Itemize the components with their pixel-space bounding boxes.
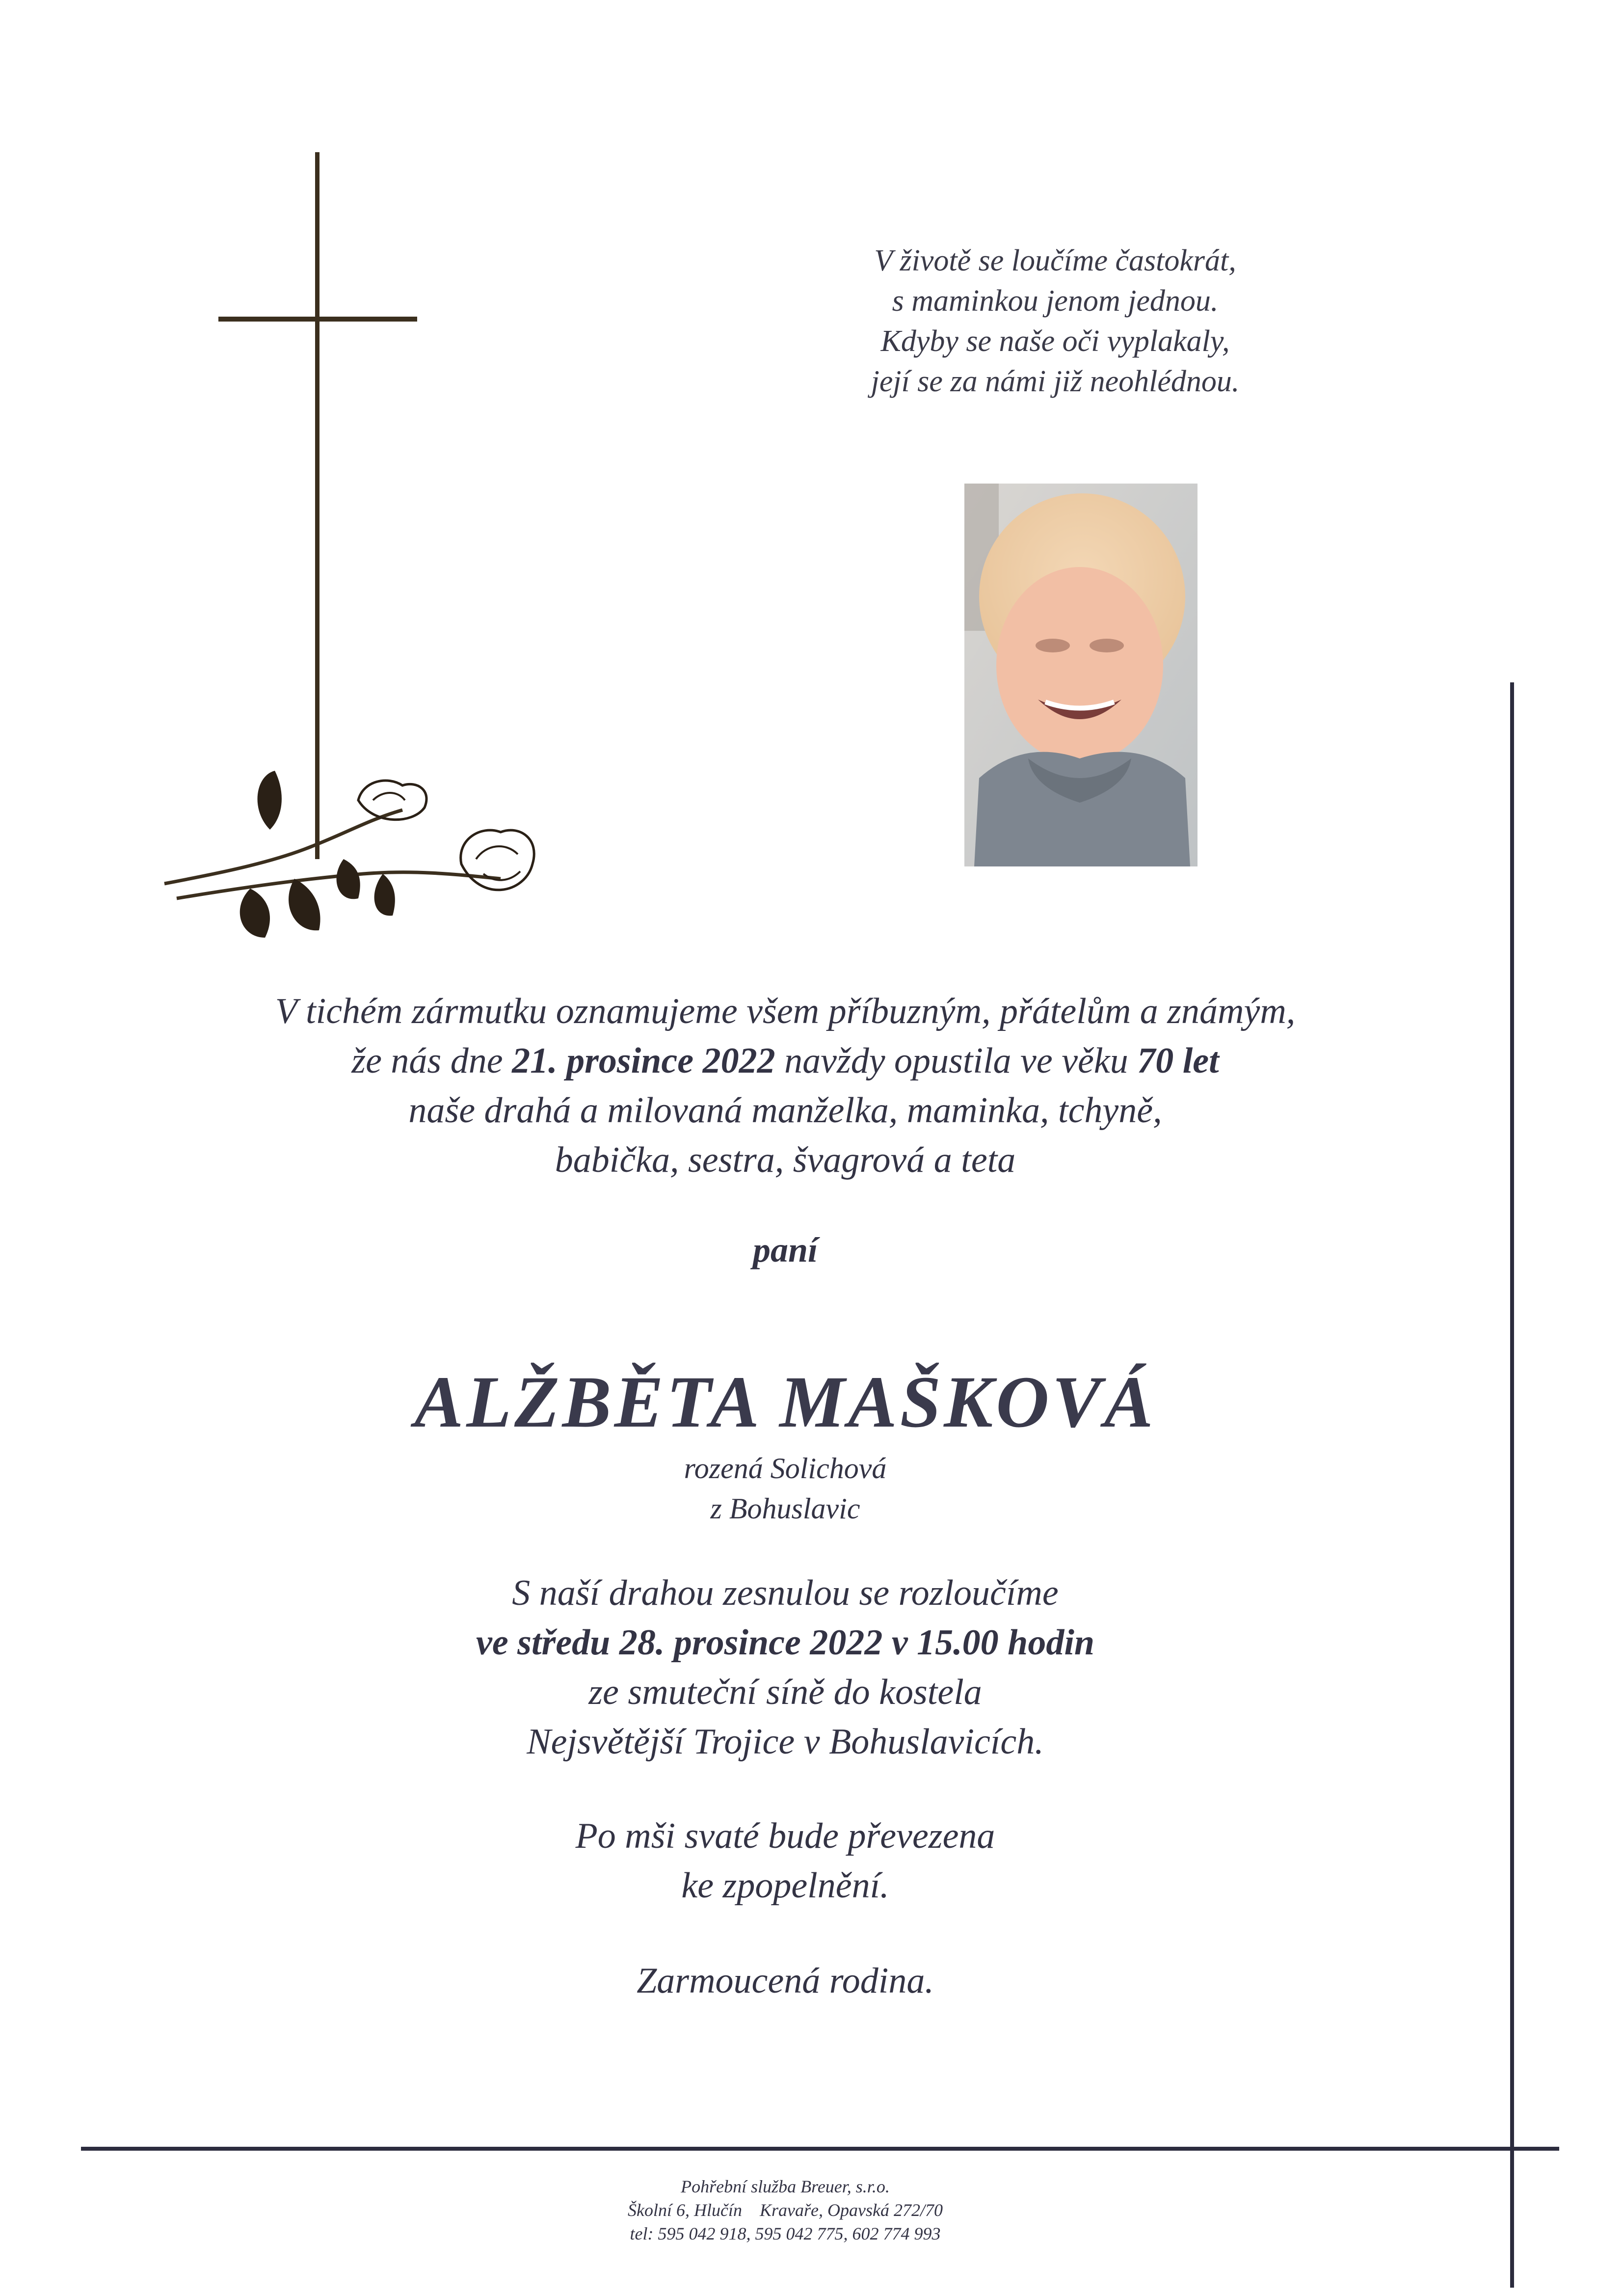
signature-text: Zarmoucená rodina. <box>637 1961 934 2001</box>
after-line: Po mši svaté bude převezena <box>575 1816 995 1856</box>
funeral-info <box>147 1568 1423 1767</box>
footer <box>442 2175 1129 2245</box>
footer-address: Školní 6, Hlučín Kravaře, Opavská 272/70 <box>628 2200 943 2220</box>
footer-company: Pohřební služba Breuer, s.r.o. <box>681 2177 890 2196</box>
signature <box>147 1956 1423 2006</box>
announcement-line: babička, sestra, švagrová a teta <box>555 1140 1016 1180</box>
announcement-text: že nás dne <box>351 1041 512 1081</box>
origin: z Bohuslavic <box>710 1492 860 1525</box>
announcement-text: navždy opustila ve věku <box>775 1041 1138 1081</box>
announcement-line: V tichém zármutku oznamujeme všem příbuzným, přátelům a známým, <box>275 991 1296 1031</box>
announcement-line <box>147 1036 1423 1086</box>
after-line: ke zpopelnění. <box>681 1865 889 1906</box>
after-mass <box>147 1811 1423 1911</box>
poem-line: V životě se loučíme častokrát, <box>874 244 1236 277</box>
maiden-name: rozená Solichová <box>684 1452 887 1485</box>
footer-phones: tel: 595 042 918, 595 042 775, 602 774 993 <box>630 2224 941 2243</box>
deceased-details <box>147 1448 1423 1529</box>
horizontal-rule <box>81 2147 1559 2151</box>
deceased-name: ALŽBĚTA MAŠKOVÁ <box>414 1361 1156 1443</box>
funeral-line: S naší drahou zesnulou se rozloučíme <box>512 1573 1059 1613</box>
vertical-rule <box>1510 682 1514 2288</box>
portrait-photo <box>964 484 1197 866</box>
funeral-line: Nejsvětější Trojice v Bohuslavicích. <box>527 1722 1044 1762</box>
poem-line: Kdyby se naše oči vyplakaly, <box>880 324 1230 358</box>
poem-line: její se za námi již neohlédnou. <box>871 365 1240 398</box>
funeral-datetime: ve středu 28. prosince 2022 v 15.00 hodin <box>476 1622 1095 1663</box>
announcement-line: naše drahá a milovaná manželka, maminka, tchyně, <box>408 1090 1162 1131</box>
age: 70 let <box>1137 1041 1219 1081</box>
honorific: paní <box>752 1230 818 1270</box>
poem <box>736 241 1374 402</box>
poem-line: s maminkou jenom jednou. <box>892 284 1219 318</box>
funeral-line: ze smuteční síně do kostela <box>588 1672 982 1712</box>
cross-with-roses-icon <box>157 152 550 947</box>
announcement <box>147 987 1423 1185</box>
death-date: 21. prosince 2022 <box>512 1041 775 1081</box>
